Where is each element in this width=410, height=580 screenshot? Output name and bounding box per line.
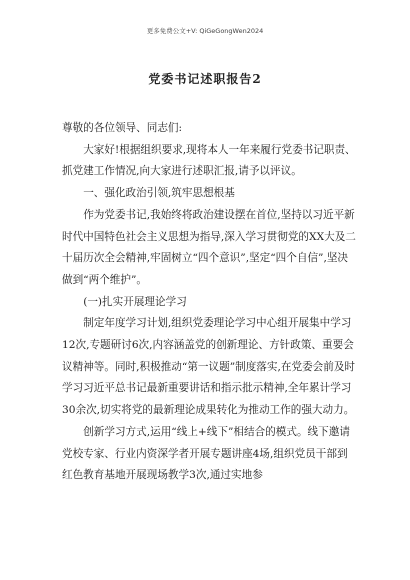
paragraph-political: 作为党委书记,我始终将政治建设摆在首位,坚持以习近平新时代中国特色社会主义思想为指导,深入学习贯彻党的XX大及二十届历次全会精神,牢固树立“四个意识”,坚定“四个自信”,坚决做到“两个维护”。 — [62, 208, 356, 286]
section-heading-1: 一、强化政治引领,筑牢思想根基 — [83, 187, 235, 200]
header-note: 更多免费公文+V: QiGeGongWen2024 — [146, 27, 264, 35]
page-title: 党委书记述职报告2 — [148, 72, 262, 86]
document-body — [62, 118, 356, 487]
paragraph-study-plan: 制定年度学习计划,组织党委理论学习中心组开展集中学习12次,专题研讨6次,内容涵盖党的创新理论、方针政策、重要会议精神等。同时,积极推动“第一议题”制度落实,在党委会前及时学习习近平总书记最新重要讲话和指示批示精神,全年累计学习30余次,切实将党的最新理论成果转化为推动工作的强大动力。 — [62, 317, 356, 417]
salutation: 尊敬的各位领导、同志们: — [62, 122, 183, 134]
subsection-heading-1: (一)扎实开展理论学习 — [83, 295, 187, 308]
paragraph-intro: 大家好!根据组织要求,现将本人一年来履行党委书记职责、抓党建工作情况,向大家进行述职汇报,请予以评议。 — [62, 143, 356, 178]
paragraph-study-methods: 创新学习方式,运用“线上+线下”相结合的模式。线下邀请党校专家、行业内资深学者开展专题讲座4场,组织党员干部到红色教育基地开展现场教学3次,通过实地参 — [62, 425, 350, 482]
